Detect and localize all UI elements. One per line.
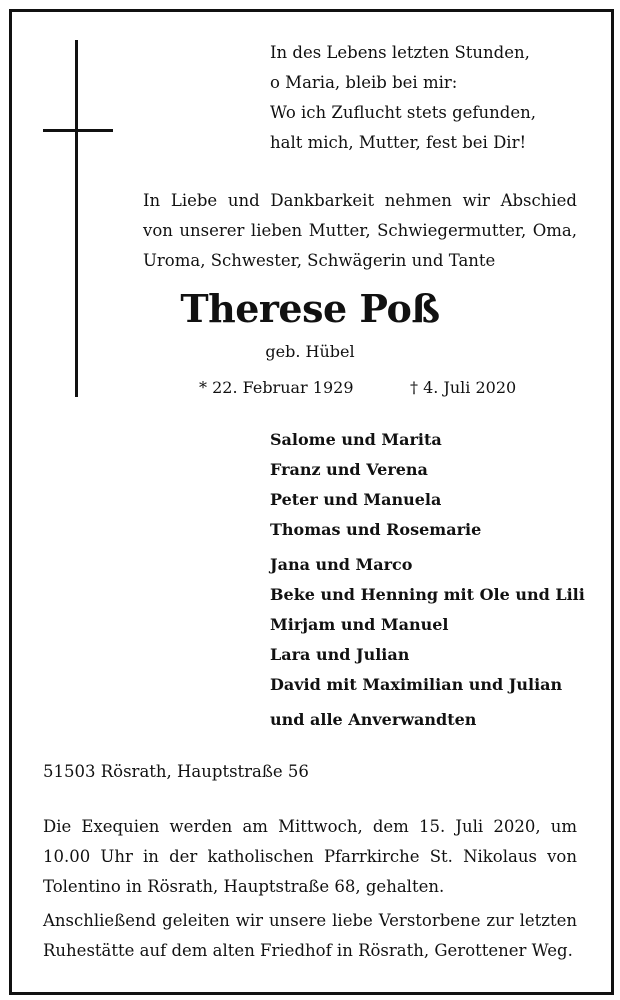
poem-line: In des Lebens letzten Stunden, <box>270 43 530 62</box>
mourner-line: Franz und Verena <box>270 460 428 479</box>
mourner-line: Peter und Manuela <box>270 490 442 509</box>
mourner-line: Mirjam und Manuel <box>270 615 449 634</box>
mourner-line: Lara und Julian <box>270 645 410 664</box>
cross-horizontal-bar <box>43 129 113 132</box>
service-info: Die Exequien werden am Mittwoch, dem 15. Juli 2020, um 10.00 Uhr in der katholischen Pfarrkirche St. Nikolaus von Tolentino in Rösrath, Hauptstraße 68, gehalten. <box>43 817 577 896</box>
mourners-children <box>270 425 481 545</box>
mourner-line: Jana und Marco <box>270 555 413 574</box>
intro-text: In Liebe und Dankbarkeit nehmen wir Abschied von unserer lieben Mutter, Schwiegermutter, Oma, Uroma, Schwester, Schwägerin und Tante <box>143 191 577 270</box>
poem-line: Wo ich Zuflucht stets gefunden, <box>270 103 536 122</box>
deceased-name: Therese Poß <box>180 286 440 331</box>
family-address: 51503 Rösrath, Hauptstraße 56 <box>43 762 309 781</box>
poem <box>270 38 536 158</box>
mourner-line: Thomas und Rosemarie <box>270 520 482 539</box>
poem-line: halt mich, Mutter, fest bei Dir! <box>270 133 527 152</box>
mourner-line: Beke und Henning mit Ole und Lili <box>270 585 585 604</box>
birth-name: geb. Hübel <box>265 342 355 361</box>
birth-date: * 22. Februar 1929 <box>199 378 354 397</box>
poem-line: o Maria, bleib bei mir: <box>270 73 458 92</box>
mourners-grandchildren <box>270 550 585 700</box>
mourner-line: David mit Maximilian und Julian <box>270 675 563 694</box>
mourners-relatives: und alle Anverwandten <box>270 710 477 729</box>
burial-info: Anschließend geleiten wir unsere liebe Verstorbene zur letzten Ruhestätte auf dem alten Friedhof in Rösrath, Gerottener Weg. <box>43 911 577 960</box>
death-date: † 4. Juli 2020 <box>410 378 517 397</box>
mourner-line: Salome und Marita <box>270 430 442 449</box>
